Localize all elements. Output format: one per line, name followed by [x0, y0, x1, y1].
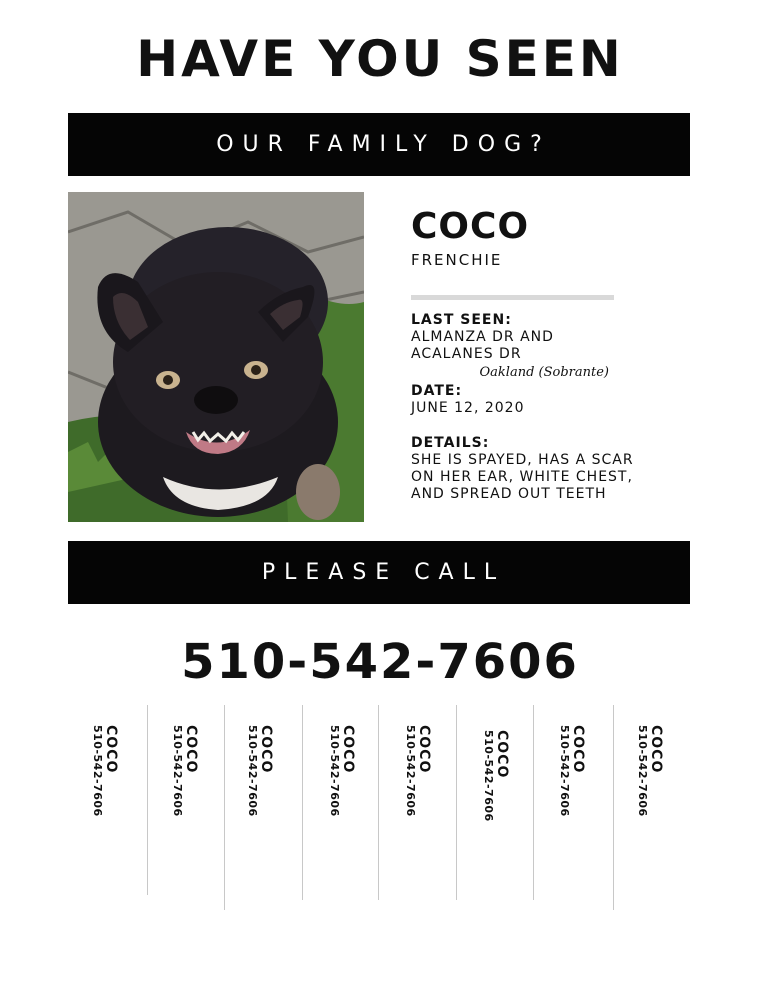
last-seen-city: Oakland (Sobrante) [479, 365, 609, 380]
tear-tab-phone: 510-542-7606 [558, 725, 571, 817]
please-call-banner [68, 541, 690, 604]
headline: HAVE YOU SEEN [136, 30, 624, 88]
tear-tab-name: COCO [416, 725, 432, 774]
subheadline: OUR FAMILY DOG? [216, 132, 551, 157]
tear-tab[interactable] [168, 705, 218, 915]
tab-cut-line [378, 705, 379, 900]
tear-tab[interactable] [633, 705, 683, 915]
details-value: SHE IS SPAYED, HAS A SCAR ON HER EAR, WHITE CHEST, AND SPREAD OUT TEETH [411, 452, 634, 502]
dog-breed: FRENCHIE [411, 251, 503, 269]
tear-tab-name: COCO [340, 725, 356, 774]
dog-photo-illustration [68, 192, 364, 522]
dog-info-panel [411, 205, 651, 503]
tear-tab-phone: 510-542-7606 [404, 725, 417, 817]
last-seen-line1: ALMANZA DR AND [411, 329, 554, 345]
tear-tab[interactable] [479, 705, 529, 915]
tear-tab-phone: 510-542-7606 [171, 725, 184, 817]
tear-tab[interactable] [88, 705, 138, 915]
tear-tab-text [481, 730, 509, 822]
tear-tab-phone: 510-542-7606 [482, 730, 495, 822]
date-label: DATE: [411, 383, 463, 399]
tear-tab[interactable] [401, 705, 451, 915]
tab-cut-line [533, 705, 534, 900]
tab-cut-line [302, 705, 303, 900]
dog-photo [68, 192, 364, 522]
last-seen-label: LAST SEEN: [411, 312, 512, 328]
tear-tab-text [557, 725, 585, 817]
tear-tab-text [170, 725, 198, 817]
tear-tab-text [90, 725, 118, 817]
tear-tab-text [635, 725, 663, 817]
tear-tab-name: COCO [183, 725, 199, 774]
tear-tab[interactable] [325, 705, 375, 915]
tab-cut-line [147, 705, 148, 895]
details-label: DETAILS: [411, 435, 490, 451]
date-value: JUNE 12, 2020 [411, 400, 525, 416]
tear-tab-phone: 510-542-7606 [91, 725, 104, 817]
info-divider [411, 295, 614, 300]
tab-cut-line [613, 705, 614, 910]
tear-tab-phone: 510-542-7606 [246, 725, 259, 817]
tear-tab-name: COCO [570, 725, 586, 774]
tear-tab-name: COCO [494, 730, 510, 779]
last-seen-line2: ACALANES DR [411, 346, 522, 362]
tab-cut-line [456, 705, 457, 900]
tear-tab[interactable] [555, 705, 605, 915]
tear-tab-text [327, 725, 355, 817]
tear-tab-text [245, 725, 273, 817]
please-call-label: PLEASE CALL [261, 560, 506, 585]
phone-number: 510-542-7606 [181, 634, 579, 690]
tab-cut-line [224, 705, 225, 910]
subheadline-banner [68, 113, 690, 176]
tear-tab[interactable] [243, 705, 293, 915]
tear-off-tabs [68, 705, 688, 915]
tear-tab-phone: 510-542-7606 [328, 725, 341, 817]
tear-tab-name: COCO [103, 725, 119, 774]
tear-tab-name: COCO [258, 725, 274, 774]
tear-tab-name: COCO [648, 725, 664, 774]
tear-tab-phone: 510-542-7606 [636, 725, 649, 817]
dog-name: COCO [411, 206, 530, 247]
tear-tab-text [403, 725, 431, 817]
